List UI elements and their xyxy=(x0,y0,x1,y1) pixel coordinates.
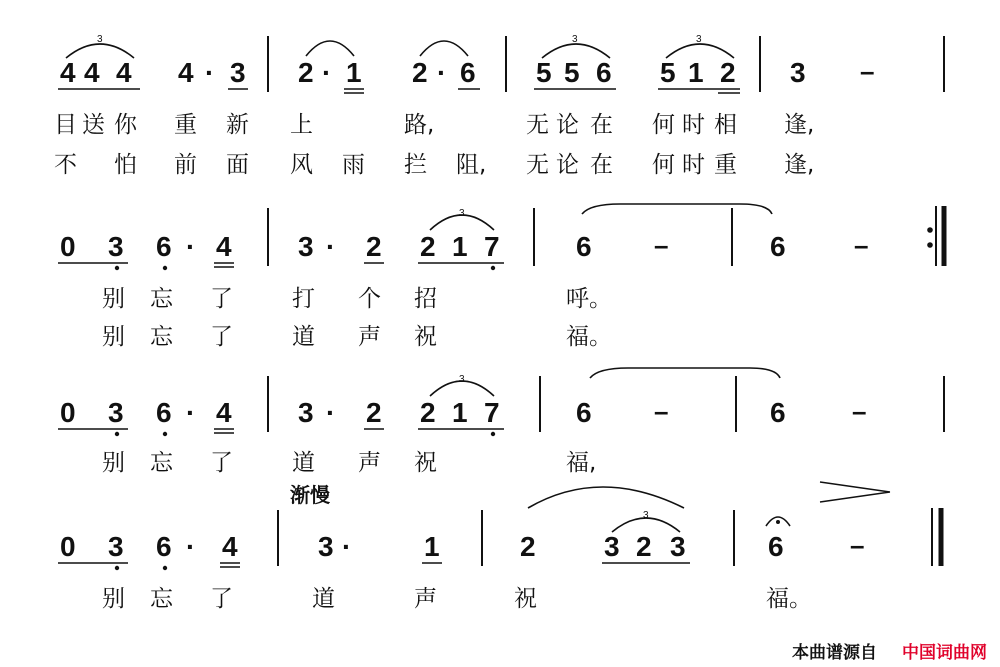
lyric: 声 xyxy=(414,586,437,612)
svg-text:3: 3 xyxy=(459,374,465,385)
lyric: 逢, xyxy=(784,112,815,138)
lyric: 别 xyxy=(102,450,125,476)
note: 0 xyxy=(60,531,76,562)
dot: · xyxy=(437,57,447,88)
lyric: 声 xyxy=(358,450,381,476)
note: 4 xyxy=(60,57,76,88)
lyric: 个 xyxy=(358,286,381,312)
lyric: 招 xyxy=(414,286,437,312)
dot: · xyxy=(342,531,352,562)
note: 5 xyxy=(536,57,552,88)
note: 3 xyxy=(108,397,124,428)
note: 3 xyxy=(298,397,314,428)
lyric: 不 xyxy=(54,152,77,178)
lyric: 福。 xyxy=(566,324,612,350)
note: 1 xyxy=(452,397,468,428)
lyric: 打 xyxy=(292,286,315,312)
note: 5 xyxy=(564,57,580,88)
dot: · xyxy=(186,531,196,562)
note: 2 xyxy=(720,57,736,88)
note: 0 xyxy=(60,397,76,428)
sustain-dash: – xyxy=(860,56,875,86)
system-2-lyrics-verse-1 xyxy=(102,286,612,312)
note: 5 xyxy=(660,57,676,88)
lyric: 逢, xyxy=(784,152,815,178)
sustain-dash: – xyxy=(654,396,669,426)
lyric: 时 xyxy=(682,152,705,178)
lyric: 了 xyxy=(210,450,233,476)
lyric: 福。 xyxy=(766,586,812,612)
note: 6 xyxy=(576,397,592,428)
lyric: 在 xyxy=(590,152,613,178)
source-label: 本曲谱源自 xyxy=(792,643,877,663)
note: 4 xyxy=(216,397,232,428)
note: 3 xyxy=(670,531,686,562)
system-1-notes xyxy=(60,56,874,88)
note: 3 xyxy=(604,531,620,562)
note: 6 xyxy=(576,231,592,262)
lyric: 新 xyxy=(226,112,249,138)
sustain-dash: – xyxy=(854,230,869,260)
lyric: 雨 xyxy=(342,152,365,178)
note: 4 xyxy=(178,57,194,88)
note: 7 xyxy=(484,397,500,428)
lyric: 呼。 xyxy=(566,286,612,312)
note: 1 xyxy=(452,231,468,262)
lyric: 上 xyxy=(290,112,313,138)
note: 3 xyxy=(108,531,124,562)
note: 6 xyxy=(770,231,786,262)
lyric: 时 xyxy=(682,112,705,138)
note: 6 xyxy=(460,57,476,88)
lyric: 你 xyxy=(114,112,137,138)
lyric: 了 xyxy=(210,586,233,612)
lyric: 别 xyxy=(102,324,125,350)
lyric: 何 xyxy=(652,112,675,138)
lyric: 目 xyxy=(54,112,77,138)
sustain-dash: – xyxy=(852,396,867,426)
system-4-notes xyxy=(60,530,864,562)
system-1-lyrics-verse-2 xyxy=(54,152,814,178)
system-1-lyrics-verse-1 xyxy=(54,112,814,138)
svg-text:3: 3 xyxy=(97,34,103,45)
lyric: 忘 xyxy=(150,450,173,476)
note: 6 xyxy=(770,397,786,428)
lyric: 福, xyxy=(566,450,597,476)
lyric: 拦 xyxy=(404,152,427,178)
lyric: 相 xyxy=(714,112,737,138)
note: 0 xyxy=(60,231,76,262)
note: 6 xyxy=(596,57,612,88)
lyric: 道 xyxy=(292,450,315,476)
note: 1 xyxy=(346,57,362,88)
system-2-notes xyxy=(60,230,868,262)
system-4-lyrics xyxy=(102,586,812,612)
lyric: 前 xyxy=(174,152,197,178)
lyric: 论 xyxy=(556,152,579,178)
svg-text:3: 3 xyxy=(643,510,649,521)
note: 3 xyxy=(230,57,246,88)
lyric: 道 xyxy=(312,586,335,612)
note: 4 xyxy=(216,231,232,262)
sustain-dash: – xyxy=(850,530,865,560)
lyric: 祝 xyxy=(414,324,437,350)
svg-text:3: 3 xyxy=(696,34,702,45)
svg-text:3: 3 xyxy=(459,208,465,219)
dot: · xyxy=(322,57,332,88)
note: 2 xyxy=(420,397,436,428)
note: 4 xyxy=(84,57,100,88)
note: 6 xyxy=(156,231,172,262)
system-2-lyrics-verse-2 xyxy=(102,324,612,350)
sustain-dash: – xyxy=(654,230,669,260)
lyric: 祝 xyxy=(414,450,437,476)
lyric: 怕 xyxy=(114,152,137,178)
lyric: 道 xyxy=(292,324,315,350)
note: 2 xyxy=(520,531,536,562)
svg-text:3: 3 xyxy=(572,34,578,45)
note: 4 xyxy=(222,531,238,562)
note: 3 xyxy=(298,231,314,262)
note: 3 xyxy=(790,57,806,88)
lyric: 祝 xyxy=(514,586,537,612)
lyric: 送 xyxy=(82,112,105,138)
lyric: 别 xyxy=(102,586,125,612)
lyric: 别 xyxy=(102,286,125,312)
dot: · xyxy=(186,231,196,262)
lyric: 论 xyxy=(556,112,579,138)
lyric: 重 xyxy=(714,152,737,178)
note: 1 xyxy=(688,57,704,88)
lyric: 忘 xyxy=(150,586,173,612)
note: 3 xyxy=(108,231,124,262)
site-watermark: 中国词曲网 xyxy=(902,643,987,663)
system-3-lyrics xyxy=(102,450,596,476)
lyric: 阻, xyxy=(456,152,487,178)
lyric: 了 xyxy=(210,324,233,350)
lyric: 无 xyxy=(526,152,549,178)
lyric: 声 xyxy=(358,324,381,350)
lyric: 在 xyxy=(590,112,613,138)
lyric: 何 xyxy=(652,152,675,178)
lyric: 面 xyxy=(226,152,249,178)
dot: · xyxy=(186,397,196,428)
system-3-notes xyxy=(60,396,866,428)
note: 2 xyxy=(420,231,436,262)
note: 6 xyxy=(156,531,172,562)
lyric: 了 xyxy=(210,286,233,312)
note: 2 xyxy=(366,231,382,262)
lyric: 风 xyxy=(290,152,313,178)
lyric: 忘 xyxy=(150,286,173,312)
decrescendo-hairpin xyxy=(820,482,890,502)
note: 2 xyxy=(412,57,428,88)
dot: · xyxy=(326,397,336,428)
note: 3 xyxy=(318,531,334,562)
note: 7 xyxy=(484,231,500,262)
lyric: 无 xyxy=(526,112,549,138)
lyric: 忘 xyxy=(150,324,173,350)
note: 2 xyxy=(366,397,382,428)
note: 4 xyxy=(116,57,132,88)
tempo-marking: 渐慢 xyxy=(290,483,330,507)
note: 2 xyxy=(298,57,314,88)
lyric: 重 xyxy=(174,112,197,138)
lyric: 路, xyxy=(404,112,435,138)
note: 6 xyxy=(156,397,172,428)
dot: · xyxy=(326,231,336,262)
note: 2 xyxy=(636,531,652,562)
dot: · xyxy=(205,57,215,88)
note: 6 xyxy=(768,531,784,562)
note: 1 xyxy=(424,531,440,562)
